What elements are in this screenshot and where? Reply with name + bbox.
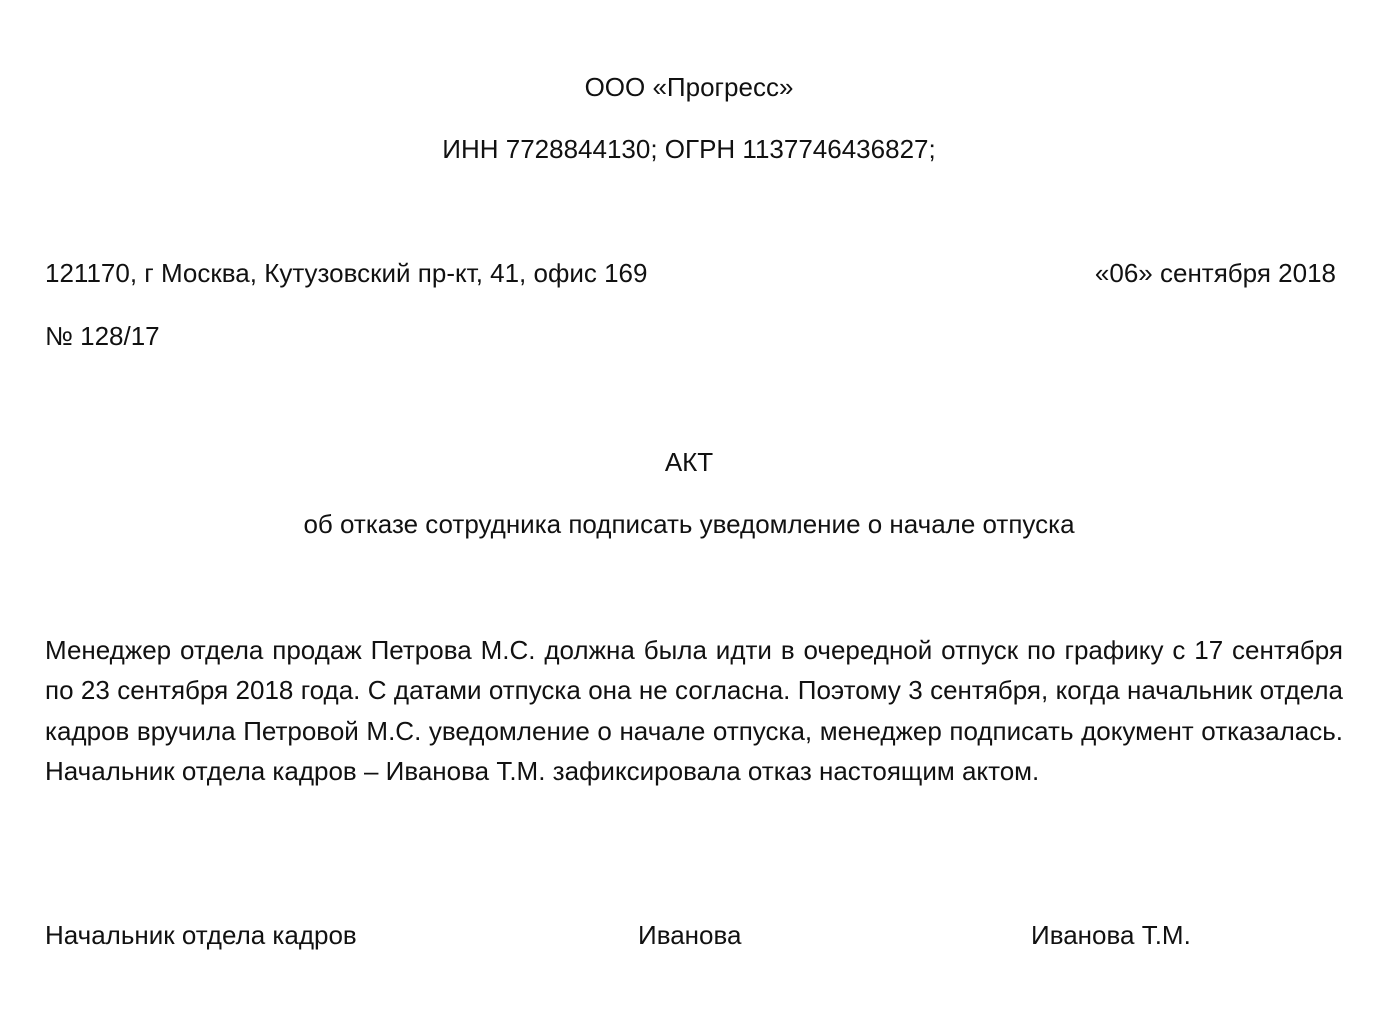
signature: Иванова [638,920,742,950]
document-subtitle: об отказе сотрудника подписать уведомление о начале отпуска [303,509,1075,539]
organization-registration-ids: ИНН 7728844130; ОГРН 1137746436827; [442,134,936,164]
document-number: № 128/17 [45,321,160,351]
signatory-position: Начальник отдела кадров [45,920,357,950]
document-title: АКТ [664,447,714,477]
document-body: Менеджер отдела продаж Петрова М.С. должна была идти в очередной отпуск по графику с 17 сентября по 23 сентября 2018 года. С датами отпуска она не согласна. Поэтому 3 сентября, когда начальник отдела кадров вручила Петровой М.С. уведомление о начале отпуска, менеджер подписать документ отказалась. Начальник отдела кадров – Иванова Т.М. зафиксировала отказ настоящим актом. [45,635,1343,787]
organization-name: ООО «Прогресс» [584,72,794,102]
document-date: «06» сентября 2018 [1094,258,1336,288]
signatory-name: Иванова Т.М. [1031,920,1191,950]
organization-address: 121170, г Москва, Кутузовский пр-кт, 41, офис 169 [45,258,648,288]
